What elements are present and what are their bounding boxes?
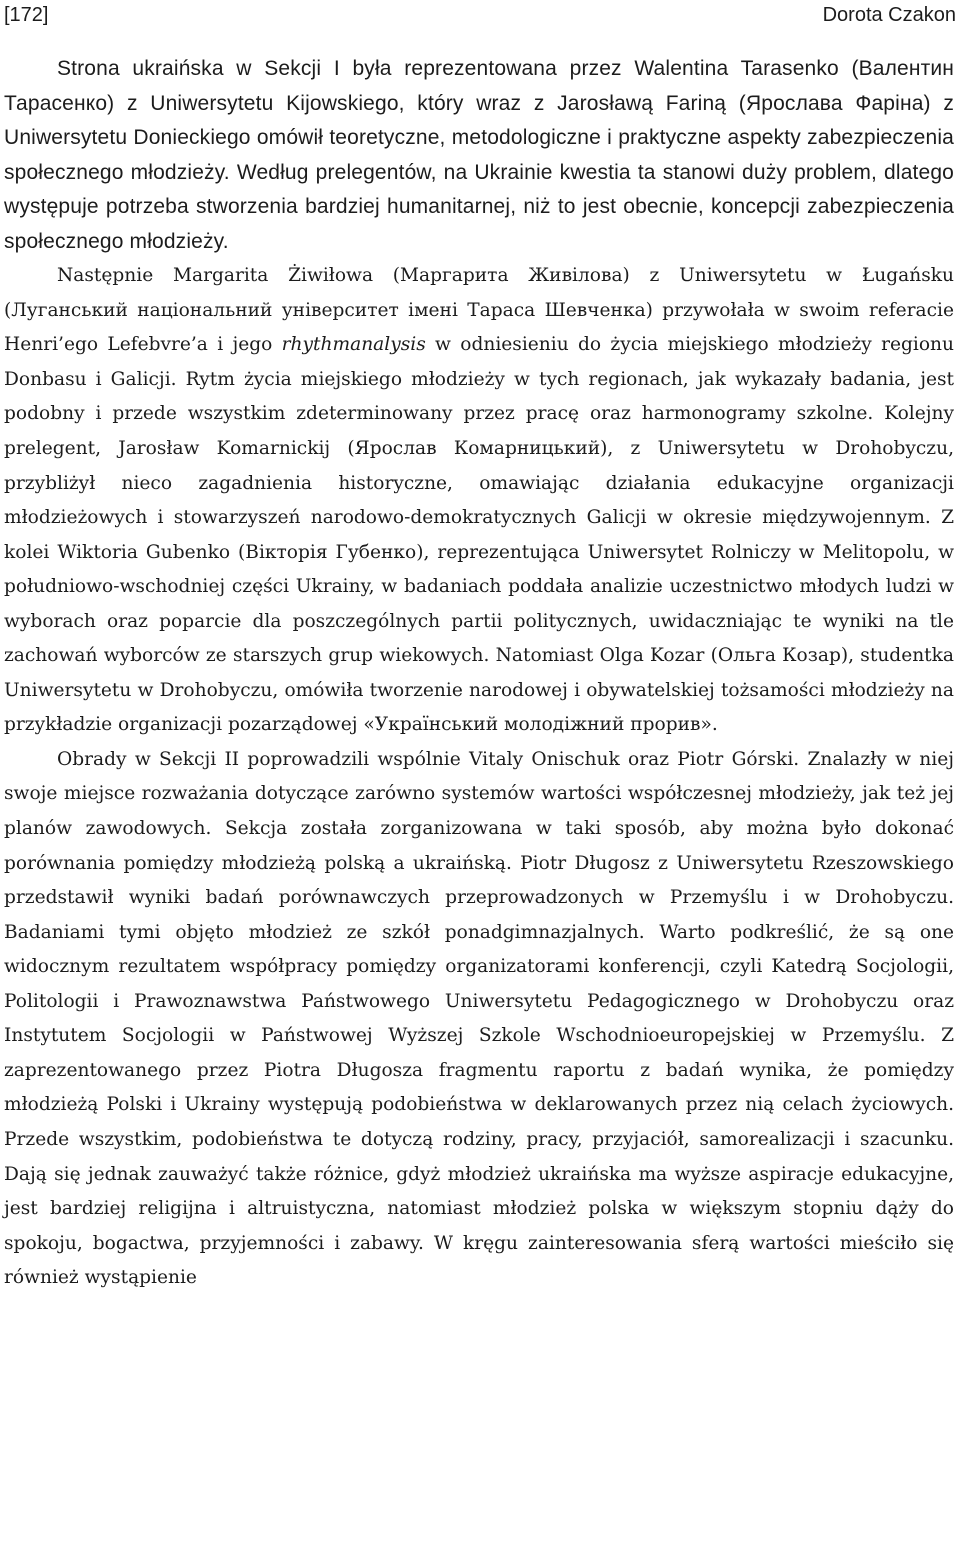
paragraph-text-segment: Następnie Margarita Żiwiłowa (Маргарита Живілова) z Uniwersytetu w Ługańsku (Луганський національний університет імені Тараса Шевченка) przywołała w swoim referacie Henri’ego Lefebvre’a i jego [4,265,954,356]
page-number: [172] [4,4,49,26]
paragraph-section-2: Obrady w Sekcji II poprowadzili wspólnie Vitaly Onischuk oraz Piotr Górski. Znalazły w niej swoje miejsce rozważania dotyczące zarówno systemów wartości współczesnej młodzieży, jak też jej planów zawodowych. Sekcja została zorganizowana w taki sposób, aby można było dokonać porównania pomiędzy młodzieżą polską a ukraińską. Piotr Długosz z Uniwersytetu Rzeszowskiego przedstawił wyniki badań porównawczych przeprowadzonych w Przemyślu i w Drohobyczu. Badaniami tymi objęto młodzież ze szkół ponadgimnazjalnych. Warto podkreślić, że są one widocznym rezultatem współpracy pomiędzy organizatorami konferencji, czyli Katedrą Socjologii, Politologii i Prawoznawstwa Państwowego Uniwersytetu Pedagogicznego w Drohobyczu oraz Instytutem Socjologii w Państwowej Wyższej Szkole Wschodnioeuropejskiej w Przemyślu. Z zaprezentowanego przez Piotra Długosza fragmentu raportu z badań wynika, że pomiędzy młodzieżą Polski i Ukrainy występują podobieństwa w deklarowanych przez nią celach życiowych. Przede wszystkim, podobieństwa te dotyczą rodziny, pracy, przyjaciół, samorealizacji i szacunku. Dają się jednak zauważyć także różnice, gdyż młodzież ukraińska ma wyższe aspiracje edukacyjne, jest bardziej religijna i altruistyczna, natomiast młodzież polska w większym stopniu dąży do spokoju, bogactwa, przyjemności i zabawy. W kręgu zainteresowania sferą wartości mieściło się również wystąpienie [4,748,954,1289]
italic-term: rhythmanalysis [281,334,426,356]
running-header-author: Dorota Czakon [822,4,956,26]
paragraph-section-1-intro: Strona ukraińska w Sekcji I była reprezentowana przez Walentina Tarasenko (Валентин Тарасенко) z Uniwersytetu Kijowskiego, który wraz z Jarosławą Fariną (Ярослава Фаріна) z Uniwersytetu Donieckiego omówił teoretyczne, metodologiczne i praktyczne aspekty zabezpieczenia społecznego młodzieży. Według prelegentów, na Ukrainie kwestia ta stanowi duży problem, dlatego występuje potrzeba stworzenia bardziej humanitarnej, niż to jest obecnie, koncepcji zabezpieczenia społecznego młodzieży. [4,57,954,253]
paragraph-text-segment: w odniesieniu do życia miejskiego młodzieży regionu Donbasu i Galicji. Rytm życia miejskiego młodzieży w tych regionach, jak wykazały badania, jest podobny i przede wszystkim zdeterminowany przez pracę oraz harmonogramy szkolne. Kolejny prelegent, Jarosław Komarnickij (Ярослав Комарницький), z Uniwersytetu w Drohobyczu, przybliżył nieco zagadnienia historyczne, omawiając działania edukacyjne organizacji młodzieżowych i stowarzyszeń narodowo-demokratycznych Galicji w okresie międzywojennym. Z kolei Wiktoria Gubenko (Вікторія Губенко), reprezentująca Uniwersytet Rolniczy w Melitopolu, w południowo-wschodniej części Ukrainy, w badaniach poddała analizie uczestnictwo młodych ludzi w wyborach oraz poparcie dla poszczególnych partii politycznych, uwidaczniając te wyniki na tle zachowań wyborców ze starszych grup wiekowych. Natomiast Olga Kozar (Ольга Козар), studentka Uniwersytetu w Drohobyczu, omówiła tworzenie narodowej i obywatelskiej tożsamości młodzieży na przykładzie organizacji pozarządowej «Український молодіжний прорив». [4,334,955,736]
article-body [4,52,954,1296]
running-header [0,0,960,30]
paragraph-section-1-speakers [4,259,954,743]
